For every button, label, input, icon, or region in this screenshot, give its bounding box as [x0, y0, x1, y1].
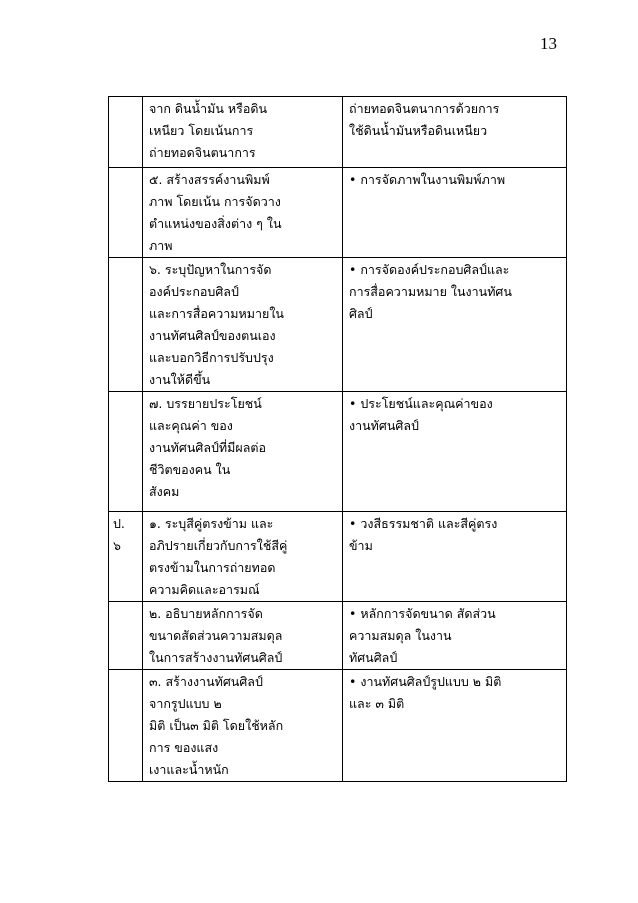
table-row [109, 512, 567, 602]
grade-code-cell [109, 392, 143, 512]
objective-line: ภาพ โดยเน้น การจัดวาง [149, 194, 281, 209]
objective-cell [143, 602, 343, 670]
objective-line: จากรูปแบบ ๒ [149, 696, 222, 711]
objective-line: จาก ดินน้ำมัน หรือดิน [149, 101, 267, 116]
content-line: และ ๓ มิติ [349, 696, 405, 711]
table-row [109, 258, 567, 392]
objective-cell [143, 168, 343, 258]
grade-code-cell [109, 512, 143, 602]
grade-code-line: ๖ [113, 538, 121, 553]
objective-cell [143, 258, 343, 392]
curriculum-table [108, 96, 567, 782]
objective-line: อภิปรายเกี่ยวกับการใช้สีคู่ [149, 538, 288, 553]
content-line: • การจัดองค์ประกอบศิลป์และ [349, 262, 510, 277]
content-cell [343, 602, 567, 670]
objective-cell [143, 392, 343, 512]
objective-line: งานทัศนศิลป์ของตนเอง [149, 328, 276, 343]
objective-line: ชีวิตของคน ใน [149, 462, 231, 477]
grade-code-cell [109, 168, 143, 258]
objective-line: ภาพ [149, 238, 173, 253]
content-line: ความสมดุล ในงาน [349, 628, 452, 643]
content-line: งานทัศนศิลป์ [349, 418, 419, 433]
objective-line: เงาและน้ำหนัก [149, 762, 229, 777]
grade-code-cell [109, 97, 143, 168]
objective-line: ขนาดสัดส่วนความสมดุล [149, 628, 283, 643]
table-row [109, 602, 567, 670]
content-line: ศิลป์ [349, 306, 373, 321]
content-line: • งานทัศนศิลป์รูปแบบ ๒ มิติ [349, 674, 502, 689]
content-line: ทัศนศิลป์ [349, 650, 398, 665]
content-line: ถ่ายทอดจินตนาการด้วยการ [349, 101, 500, 116]
objective-cell [143, 97, 343, 168]
objective-line: สังคม [149, 484, 180, 499]
grade-code-cell [109, 258, 143, 392]
objective-line: ๓. สร้างงานทัศนศิลป์ [149, 674, 263, 689]
table-row [109, 670, 567, 782]
objective-line: ๗. บรรยายประโยชน์ [149, 396, 262, 411]
table-row [109, 168, 567, 258]
objective-line: การ ของแสง [149, 740, 219, 755]
content-cell [343, 168, 567, 258]
objective-line: ความคิดและอารมณ์ [149, 582, 260, 597]
objective-line: เหนียว โดยเน้นการ [149, 123, 254, 138]
content-line: • หลักการจัดขนาด สัดส่วน [349, 606, 496, 621]
objective-line: และการสื่อความหมายใน [149, 306, 284, 321]
table-row [109, 97, 567, 168]
content-line: การสื่อความหมาย ในงานทัศน [349, 284, 512, 299]
grade-code-cell [109, 670, 143, 782]
objective-cell [143, 512, 343, 602]
content-line: ใช้ดินน้ำมันหรือดินเหนียว [349, 123, 488, 138]
content-line: • ประโยชน์และคุณค่าของ [349, 396, 493, 411]
objective-line: งานให้ดีขึ้น [149, 372, 211, 387]
objective-line: ๖. ระบุปัญหาในการจัด [149, 262, 272, 277]
objective-line: มิติ เป็น๓ มิติ โดยใช้หลัก [149, 718, 284, 733]
content-cell [343, 512, 567, 602]
objective-line: องค์ประกอบศิลป์ [149, 284, 239, 299]
grade-code-cell [109, 602, 143, 670]
objective-line: ตำแหน่งของสิ่งต่าง ๆ ใน [149, 216, 282, 231]
objective-line: ในการสร้างงานทัศนศิลป์ [149, 650, 283, 665]
objective-line: ๒. อธิบายหลักการจัด [149, 606, 263, 621]
content-cell [343, 392, 567, 512]
grade-code-line: ป. [113, 516, 125, 531]
objective-line: และคุณค่า ของ [149, 418, 233, 433]
content-line: • วงสีธรรมชาติ และสีคู่ตรง [349, 516, 498, 531]
objective-line: และบอกวิธีการปรับปรุง [149, 350, 274, 365]
table-body [109, 97, 567, 782]
objective-line: ตรงข้ามในการถ่ายทอด [149, 560, 276, 575]
content-cell [343, 258, 567, 392]
objective-cell [143, 670, 343, 782]
content-line: • การจัดภาพในงานพิมพ์ภาพ [349, 172, 506, 187]
objective-line: ถ่ายทอดจินตนาการ [149, 145, 256, 160]
objective-line: งานทัศนศิลป์ที่มีผลต่อ [149, 440, 267, 455]
content-line: ข้าม [349, 538, 373, 553]
page-number: 13 [540, 34, 557, 53]
table-row [109, 392, 567, 512]
content-cell [343, 97, 567, 168]
objective-line: ๑. ระบุสีคู่ตรงข้าม และ [149, 516, 274, 531]
objective-line: ๕. สร้างสรรค์งานพิมพ์ [149, 172, 270, 187]
content-cell [343, 670, 567, 782]
